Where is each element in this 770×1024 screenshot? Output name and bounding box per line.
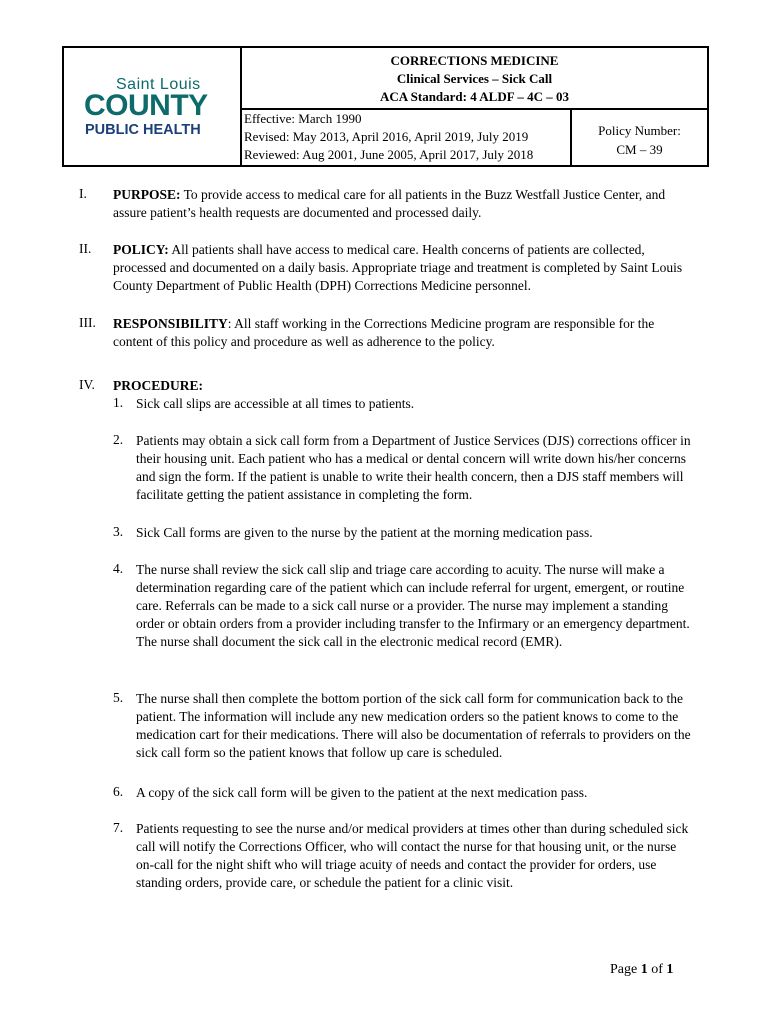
section-procedure	[113, 377, 693, 395]
section-policy	[113, 241, 693, 295]
procedure-item-6: A copy of the sick call form will be given to the patient at the next medication pass.	[136, 785, 588, 800]
procedure-item-4: The nurse shall review the sick call slip and triage care according to acuity. The nurse will make a determination regarding care of the patient which can include referral for urgent, emergent, or routine care. Referrals can be made to a sick call nurse or a provider. The nurse may implement a standing order or obtain orders from a provider including transfer to the Infirmary or an emergency department. The nurse shall document the sick call in the electronic medical record (EMR).	[136, 562, 690, 649]
reviewed-dates: Reviewed: Aug 2001, June 2005, April 2017, July 2018	[244, 147, 534, 162]
effective-date: Effective: March 1990	[244, 111, 362, 126]
logo-line-public-health: PUBLIC HEALTH	[85, 122, 201, 138]
policy-title-aca-standard: ACA Standard: 4 ALDF – 4C – 03	[379, 89, 570, 104]
section-heading-procedure: PROCEDURE:	[113, 378, 203, 393]
page-word: Page	[610, 962, 641, 977]
procedure-item-number: 6.	[113, 784, 124, 799]
policy-title-block	[242, 48, 707, 112]
procedure-item-number: 7.	[113, 820, 124, 835]
page-total: 1	[666, 962, 674, 977]
st-louis-county-public-health-logo	[84, 76, 224, 146]
of-word: of	[647, 962, 667, 977]
procedure-item-number: 5.	[113, 690, 124, 705]
policy-number-cell	[572, 108, 707, 165]
policy-title-department: CORRECTIONS MEDICINE	[390, 53, 559, 68]
page-number-footer	[610, 962, 673, 978]
section-number-responsibility: III.	[79, 315, 96, 330]
section-text-purpose: To provide access to medical care for all patients in the Buzz Westfall Justice Center, and assure patient’s health requests are documented and processed daily.	[113, 187, 666, 220]
section-responsibility	[113, 315, 693, 351]
procedure-item-number: 3.	[113, 524, 124, 539]
policy-header-table	[62, 46, 709, 167]
procedure-item-2: Patients may obtain a sick call form from a Department of Justice Services (DJS) corrections officer in their housing unit. Each patient who has a medical or dental concern will write down his/her concerns and sign the form. If the patient is unable to write their health concern, then a DJS staff members will facilitate getting the patient assistance in completing the form.	[136, 433, 691, 502]
section-text-policy: All patients shall have access to medical care. Health concerns of patients are collected, processed and documented on a daily basis. Appropriate triage and treatment is completed by Saint Louis County Department of Public Health (DPH) Corrections Medicine personnel.	[113, 242, 683, 293]
policy-dates-cell	[242, 108, 572, 165]
procedure-item-number: 2.	[113, 432, 124, 447]
section-number-policy: II.	[79, 241, 92, 256]
logo-cell	[64, 48, 242, 165]
procedure-item-number: 4.	[113, 561, 124, 576]
procedure-item-7: Patients requesting to see the nurse and/or medical providers at times other than during scheduled sick call will notify the Corrections Officer, who will contact the nurse for that housing unit, or the nurse on-call for the night shift who will triage acuity of needs and contact the provider for orders, use standing orders, provide care, or schedule the patient for a clinic visit.	[136, 821, 689, 890]
page-current: 1	[640, 962, 648, 977]
policy-title-subject: Clinical Services – Sick Call	[396, 71, 553, 86]
procedure-item-3: Sick Call forms are given to the nurse by the patient at the morning medication pass.	[136, 525, 593, 540]
procedure-item-5: The nurse shall then complete the bottom portion of the sick call form for communication back to the patient. The information will include any new medication orders so the patient knows to come to the medication cart for their medications. There will also be documentation of referrals to providers on the sick call form so the patient knows that follow up care is scheduled.	[136, 691, 691, 760]
policy-number-label: Policy Number:	[598, 123, 681, 138]
procedure-item-number: 1.	[113, 395, 124, 410]
section-heading-purpose: PURPOSE:	[113, 187, 181, 202]
section-number-purpose: I.	[79, 186, 87, 201]
policy-number-value: CM – 39	[616, 142, 663, 157]
section-purpose	[113, 186, 693, 222]
section-heading-policy: POLICY:	[113, 242, 169, 257]
logo-line-saint-louis: Saint Louis	[116, 76, 201, 93]
section-text-responsibility: : All staff working in the Corrections Medicine program are responsible for the content of this policy and procedure as well as adherence to the policy.	[113, 316, 655, 349]
revised-dates: Revised: May 2013, April 2016, April 2019, July 2019	[244, 129, 529, 144]
section-heading-responsibility: RESPONSIBILITY	[113, 316, 228, 331]
section-number-procedure: IV.	[79, 377, 95, 392]
logo-line-county: COUNTY	[84, 89, 208, 122]
procedure-item-1: Sick call slips are accessible at all times to patients.	[136, 396, 415, 411]
